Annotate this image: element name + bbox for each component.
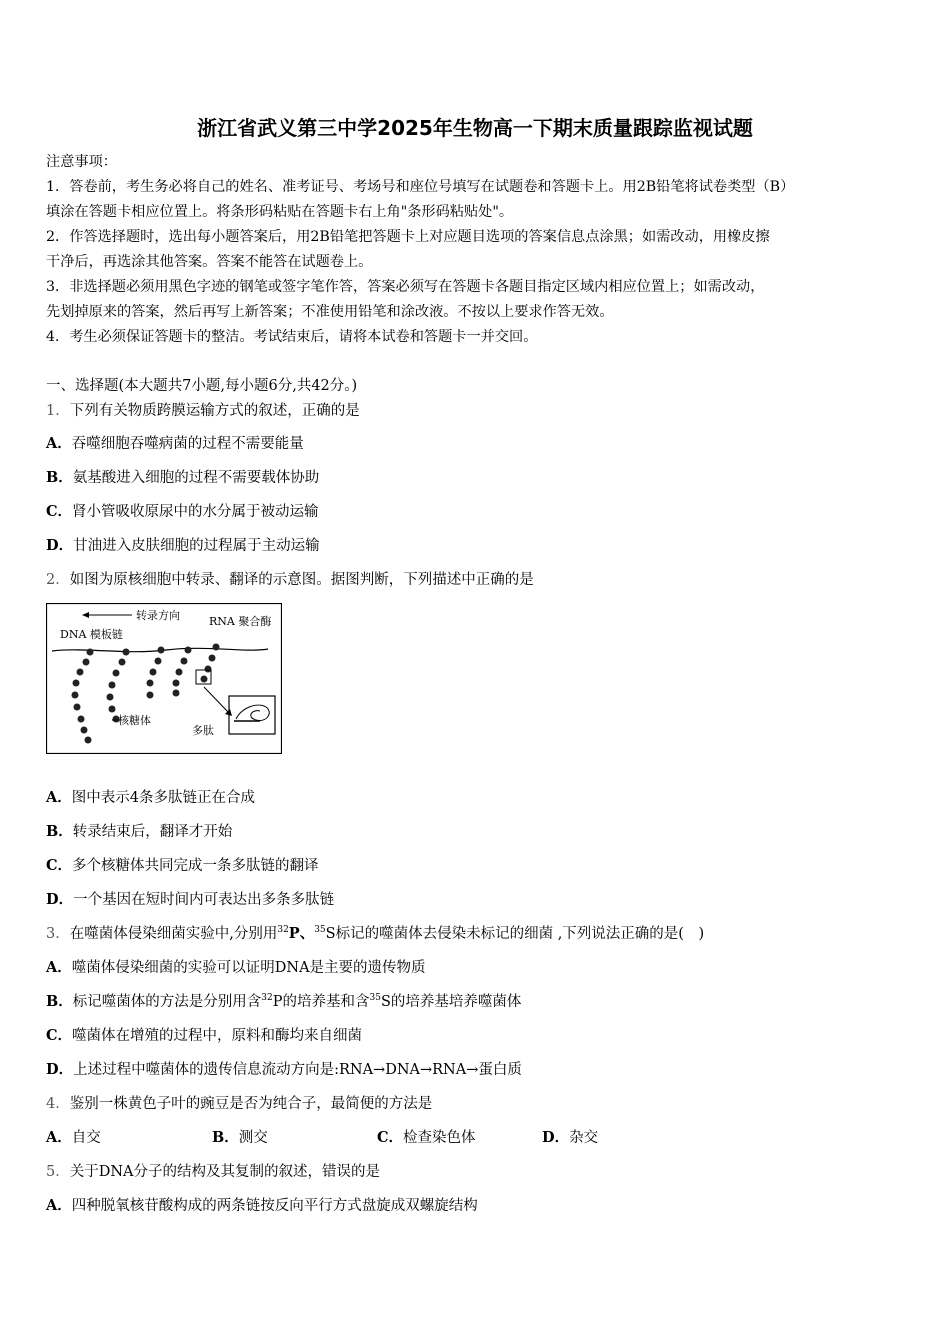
ribosome-dot bbox=[109, 706, 116, 713]
ribosome-dot bbox=[173, 690, 180, 697]
option-text: 杂交 bbox=[569, 1130, 599, 1146]
ribosome-dot bbox=[150, 669, 157, 676]
option-text: 转录结束后，翻译才开始 bbox=[72, 824, 233, 840]
q4-option-a bbox=[46, 1128, 101, 1148]
ribosome-dot bbox=[213, 644, 220, 651]
ribosome-dot bbox=[147, 680, 154, 687]
option-text: 测交 bbox=[238, 1130, 268, 1146]
option-text: 图中表示4条多肽链正在合成 bbox=[71, 790, 255, 806]
notes-line: 填涂在答题卡相应位置上。将条形码粘贴在答题卡右上角"条形码粘贴处"。 bbox=[46, 204, 514, 220]
option-label: D． bbox=[46, 1061, 74, 1078]
option-label: A． bbox=[46, 1197, 72, 1214]
ribosome-dot bbox=[209, 655, 216, 662]
page-title: 浙江省武义第三中学2025年生物高一下期末质量跟踪监视试题 bbox=[197, 116, 753, 140]
option-text: 肾小管吸收原尿中的水分属于被动运输 bbox=[72, 504, 319, 520]
label-rna-polymerase: RNA 聚合酶 bbox=[209, 615, 272, 628]
question-2 bbox=[46, 570, 534, 590]
question-stem-part: P、 bbox=[288, 925, 315, 942]
option-label: D． bbox=[542, 1129, 570, 1146]
question-5 bbox=[46, 1162, 380, 1182]
question-number: 3． bbox=[46, 926, 70, 942]
q1-option-d bbox=[46, 536, 320, 556]
question-4 bbox=[46, 1094, 432, 1114]
option-text: 一个基因在短时间内可表达出多条多肽链 bbox=[73, 892, 335, 908]
option-text: 自交 bbox=[71, 1130, 101, 1146]
option-text: 上述过程中噬菌体的遗传信息流动方向是:RNA→DNA→RNA→蛋白质 bbox=[73, 1062, 522, 1078]
notes-line: 干净后，再选涂其他答案。答案不能答在试题卷上。 bbox=[46, 254, 373, 270]
question-number: 5． bbox=[46, 1164, 70, 1180]
notes-line: 3．非选择题必须用黑色字迹的钢笔或签字笔作答，答案必须写在答题卡各题目指定区域内相应位置上；如需改动， bbox=[46, 279, 765, 295]
ribosome-dot bbox=[83, 659, 90, 666]
option-label: D． bbox=[46, 891, 74, 908]
option-text: P的培养基和含 bbox=[272, 994, 370, 1010]
ribosome-dot bbox=[109, 682, 116, 689]
ribosome-dot bbox=[74, 704, 81, 711]
option-text: 甘油进入皮肤细胞的过程属于主动运输 bbox=[73, 538, 320, 554]
ribosome-dot bbox=[176, 669, 183, 676]
ribosome-dot bbox=[155, 658, 162, 665]
option-label: C． bbox=[46, 503, 73, 520]
q2-option-b bbox=[46, 822, 232, 842]
question-stem: 下列有关物质跨膜运输方式的叙述，正确的是 bbox=[69, 403, 360, 419]
question-number: 4． bbox=[46, 1096, 70, 1112]
ribosome-dot bbox=[205, 666, 212, 673]
question-stem: 鉴别一株黄色子叶的豌豆是否为纯合子，最简便的方法是 bbox=[69, 1096, 433, 1112]
label-ribosome: 核糖体 bbox=[118, 714, 151, 727]
notes-line: 先划掉原来的答案，然后再写上新答案；不准使用铅笔和涂改液。不按以上要求作答无效。 bbox=[46, 304, 614, 320]
option-text: 标记噬菌体的方法是分别用含 bbox=[72, 994, 262, 1010]
ribosome-dot bbox=[123, 649, 130, 656]
ribosome-dot bbox=[73, 680, 80, 687]
option-label: A． bbox=[46, 435, 72, 452]
q3-option-c bbox=[46, 1026, 362, 1046]
ribosome-dot bbox=[173, 680, 180, 687]
option-text: 多个核糖体共同完成一条多肽链的翻译 bbox=[72, 858, 319, 874]
option-text: 检查染色体 bbox=[403, 1130, 476, 1146]
notes-line: 1．答卷前，考生务必将自己的姓名、准考证号、考场号和座位号填写在试题卷和答题卡上。用2B铅笔将试卷类型（B） bbox=[46, 179, 795, 195]
q2-option-d bbox=[46, 890, 334, 910]
question-3 bbox=[46, 924, 704, 944]
ribosome-dot bbox=[85, 737, 92, 744]
q4-options-row bbox=[46, 1128, 906, 1148]
option-label: B． bbox=[46, 993, 73, 1010]
label-dna-template: DNA 模板链 bbox=[60, 628, 123, 641]
question-stem: 如图为原核细胞中转录、翻译的示意图。据图判断，下列描述中正确的是 bbox=[69, 572, 534, 588]
option-text: 氨基酸进入细胞的过程不需要载体协助 bbox=[72, 470, 320, 486]
superscript: 32 bbox=[277, 925, 289, 936]
superscript: 32 bbox=[261, 993, 273, 1004]
q1-option-b bbox=[46, 468, 319, 488]
option-label: C． bbox=[377, 1129, 404, 1146]
ribosome-dot bbox=[113, 670, 120, 677]
q4-option-b bbox=[212, 1128, 268, 1148]
ribosome-dot bbox=[87, 649, 94, 656]
question-stem-part: S标记的噬菌体去侵染未标记的细菌 ,下列说法正确的是( ) bbox=[325, 926, 705, 942]
q1-option-a bbox=[46, 434, 304, 454]
notes-heading: 注意事项： bbox=[46, 154, 117, 170]
option-text: S的培养基培养噬菌体 bbox=[380, 994, 522, 1010]
q4-option-c bbox=[377, 1128, 476, 1148]
transcription-translation-figure bbox=[46, 603, 282, 754]
option-text: 吞噬细胞吞噬病菌的过程不需要能量 bbox=[71, 436, 304, 452]
option-text: 噬菌体侵染细菌的实验可以证明DNA是主要的遗传物质 bbox=[71, 960, 426, 976]
ribosome-dot bbox=[81, 727, 88, 734]
question-number: 2． bbox=[46, 572, 70, 588]
q3-option-a bbox=[46, 958, 426, 978]
ribosome-dot bbox=[185, 647, 192, 654]
ribosome-dot bbox=[72, 692, 79, 699]
superscript: 35 bbox=[314, 925, 326, 936]
option-label: B． bbox=[212, 1129, 239, 1146]
q3-option-b bbox=[46, 992, 521, 1012]
q2-option-c bbox=[46, 856, 319, 876]
ribosome-dot bbox=[181, 658, 188, 665]
option-label: A． bbox=[46, 959, 72, 976]
ribosome-dot bbox=[158, 647, 165, 654]
notes-line: 4．考生必须保证答题卡的整洁。考试结束后，请将本试卷和答题卡一并交回。 bbox=[46, 329, 538, 345]
option-label: A． bbox=[46, 1129, 72, 1146]
question-stem: 关于DNA分子的结构及其复制的叙述，错误的是 bbox=[69, 1164, 381, 1180]
question-stem-part: 在噬菌体侵染细菌实验中,分别用 bbox=[69, 926, 278, 942]
ribosome-dot bbox=[78, 716, 85, 723]
label-direction: 转录方向 bbox=[136, 609, 180, 622]
q5-option-a bbox=[46, 1196, 478, 1216]
option-label: D． bbox=[46, 537, 74, 554]
option-label: B． bbox=[46, 469, 73, 486]
section-heading: 一、选择题(本大题共7小题,每小题6分,共42分。) bbox=[46, 378, 358, 394]
q2-option-a bbox=[46, 788, 255, 808]
option-label: C． bbox=[46, 1027, 73, 1044]
ribosome-dot bbox=[201, 676, 208, 683]
q4-option-d bbox=[542, 1128, 598, 1148]
question-number: 1． bbox=[46, 403, 70, 419]
label-polypeptide: 多肽 bbox=[192, 724, 214, 737]
option-text: 噬菌体在增殖的过程中，原料和酶均来自细菌 bbox=[72, 1028, 363, 1044]
ribosome-dot bbox=[119, 659, 126, 666]
option-text: 四种脱氧核苷酸构成的两条链按反向平行方式盘旋成双螺旋结构 bbox=[71, 1198, 478, 1214]
option-label: C． bbox=[46, 857, 73, 874]
q3-option-d bbox=[46, 1060, 522, 1080]
option-label: B． bbox=[46, 823, 73, 840]
option-label: A． bbox=[46, 789, 72, 806]
superscript: 35 bbox=[369, 993, 381, 1004]
ribosome-dot bbox=[77, 669, 84, 676]
question-1 bbox=[46, 401, 360, 421]
ribosome-dot bbox=[107, 694, 114, 701]
ribosome-dot bbox=[147, 692, 154, 699]
q1-option-c bbox=[46, 502, 319, 522]
notes-line: 2．作答选择题时，选出每小题答案后，用2B铅笔把答题卡上对应题目选项的答案信息点涂黑；如需改动，用橡皮擦 bbox=[46, 229, 770, 245]
